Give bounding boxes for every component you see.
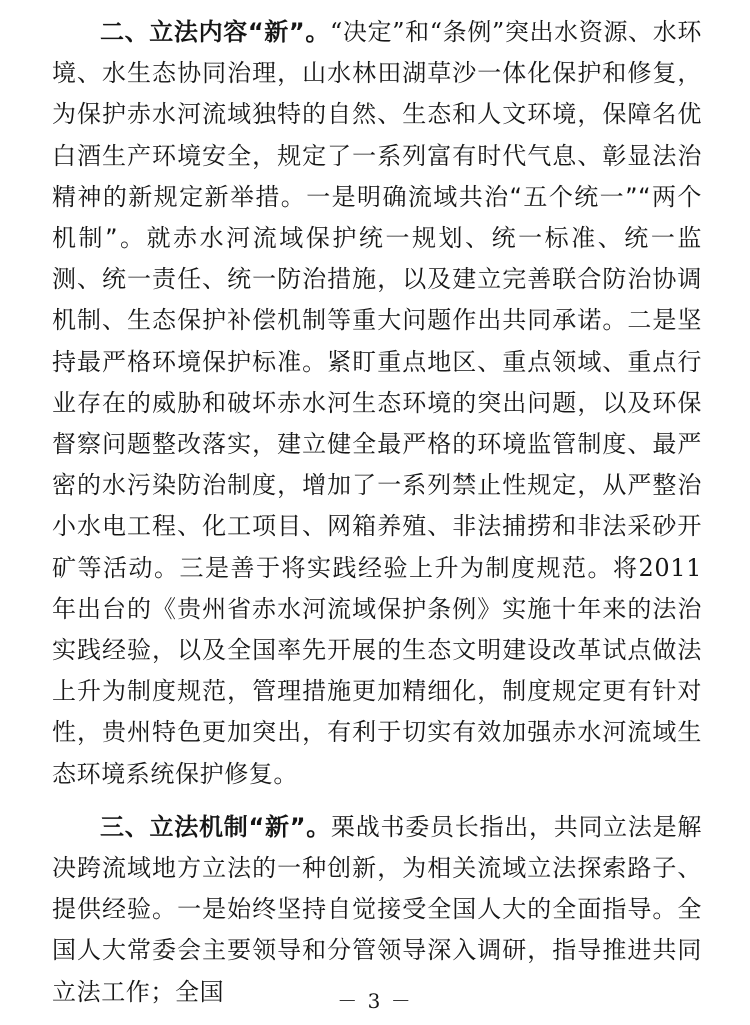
section-2-point-3-title: 三是善于将实践经验上升为制度规范。 bbox=[179, 553, 614, 582]
section-2-point-1-title: 一是明确流域共治“五个统一”“两个机制”。 bbox=[52, 182, 703, 253]
section-3-intro: 栗战书委员长指出，共同立法是解决跨流域地方立法的一种创新，为相关流域立法探索路子、提供经验。 bbox=[52, 812, 703, 924]
page-number: － 3 － bbox=[337, 989, 413, 1013]
section-2-heading: 二、立法内容“新”。 bbox=[100, 18, 330, 46]
section-2-intro: “决定”和“条例”突出水资源、水环境、水生态协同治理，山水林田湖草沙一体化保护和修复，为保护赤水河流域独特的自然、生态和人文环境，保障名优白酒生产环境安全，规定了一系列富有时代气息、彰显法治精神的新规定新举措。 bbox=[52, 18, 702, 211]
document-page bbox=[52, 12, 702, 1025]
section-3-heading: 三、立法机制“新”。 bbox=[100, 812, 331, 841]
section-2-point-1-body: 就赤水河流域保护统一规划、统一标准、统一监测、统一责任、统一防治措施，以及建立完善联合防治协调机制、生态保护补偿机制等重大问题作出共同承诺。 bbox=[52, 224, 702, 335]
section-2-paragraph bbox=[52, 12, 702, 795]
section-2-point-2-body: 紧盯重点地区、重点领域、重点行业存在的威胁和破坏赤水河生态环境的突出问题，以及环保督察问题整改落实，建立健全最严格的环境监管制度、最严密的水污染防治制度，增加了一系列禁止性规定，从严整治小水电工程、化工项目、网箱养殖、非法捕捞和非法采砂开矿等活动。 bbox=[52, 347, 702, 582]
section-3-paragraph bbox=[52, 807, 702, 1013]
section-3-point-1-body: 全国人大常委会主要领导和分管领导深入调研，指导推进共同立法工作；全国 bbox=[52, 895, 702, 1006]
section-3-point-1-title: 一是始终坚持自觉接受全国人大的全面指导。 bbox=[177, 895, 678, 924]
section-2-point-3-body: 将2011年出台的《贵州省赤水河流域保护条例》实施十年来的法治实践经验，以及全国率先开展的生态文明建设改革试点做法上升为制度规范，管理措施更加精细化，制度规定更有针对性，贵州特色更加突出，有利于切实有效加强赤水河流域生态环境系统保护修复。 bbox=[52, 553, 703, 788]
section-2-point-2-title: 二是坚持最严格环境保护标准。 bbox=[52, 306, 702, 376]
